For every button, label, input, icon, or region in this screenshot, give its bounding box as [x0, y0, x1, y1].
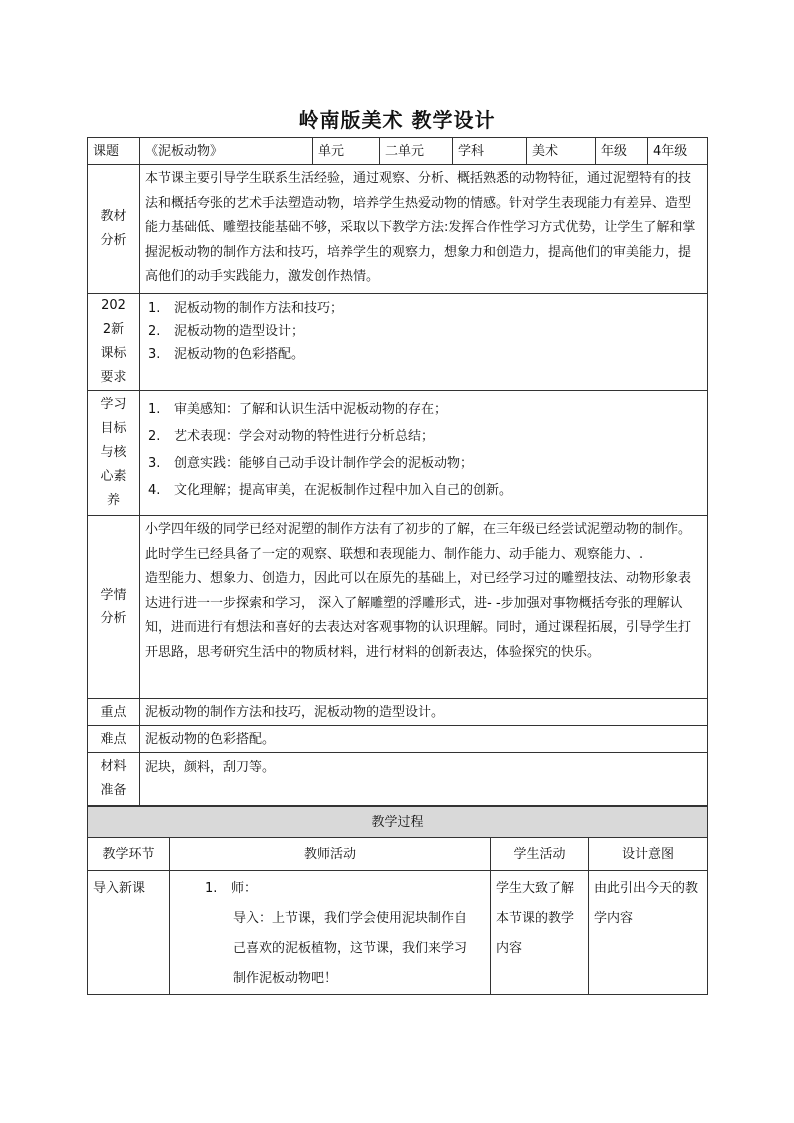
analysis-label-text: 教材分析 [100, 209, 127, 248]
item-number: 4. [148, 483, 161, 498]
list-item [148, 396, 702, 423]
list-item [148, 320, 702, 343]
goals-list [140, 391, 708, 516]
learner-label-text: 学情分析 [100, 588, 127, 626]
item-number: 1. [148, 402, 161, 417]
topic-value: 《泥板动物》 [140, 138, 313, 165]
col-header-stage: 教学环节 [88, 838, 170, 871]
item-number: 3. [148, 456, 161, 471]
intent-cell: 由此引出今天的教学内容 [589, 871, 708, 995]
standards-list [140, 294, 708, 391]
key-label: 重点 [88, 699, 140, 726]
process-section-row [88, 807, 708, 838]
item-text: 泥板动物的色彩搭配。 [174, 347, 305, 362]
table-row [88, 871, 708, 995]
page-title: 岭南版美术 教学设计 [298, 108, 496, 132]
goals-label [88, 391, 140, 516]
item-number: 3. [148, 347, 161, 362]
col-header-intent: 设计意图 [589, 838, 708, 871]
list-item [148, 477, 702, 504]
difficulty-text: 泥板动物的色彩搭配。 [140, 726, 708, 753]
process-header-row [88, 838, 708, 871]
grade-label: 年级 [596, 138, 648, 165]
item-text: 创意实践：能够自己动手设计制作学会的泥板动物； [174, 456, 474, 471]
item-number: 1. [148, 301, 161, 316]
teacher-line: 制作泥板动物吧！ [233, 971, 338, 986]
learner-para-2: 造型能力、想象力、创造力，因此可以在原先的基础上，对已经学习过的雕塑技法、动物形象表达进行进一一步探索和学习， 深入了解雕塑的浮雕形式，进- -步加强对事物概括夸张的理解认知，进而进行有想法和喜好的去表达对客观事物的认识理解。同时，通过课程拓展，引导学生打开思路，思考研究生活中的物质材料，进行材料的创新表达，体验探究的快乐。 [145, 571, 692, 660]
student-cell: 学生大致了解本节课的教学内容 [491, 871, 589, 995]
materials-label-text: 材料准备 [100, 759, 127, 798]
grade-value: 4年级 [648, 138, 708, 165]
list-item [148, 343, 702, 366]
goals-label-text: 学习目标与核心素养 [100, 397, 127, 508]
difficulty-label: 难点 [88, 726, 140, 753]
item-number: 1. [205, 881, 218, 896]
subject-value: 美术 [527, 138, 596, 165]
stage-cell: 导入新课 [88, 871, 170, 995]
analysis-text: 本节课主要引导学生联系生活经验，通过观察、分析、概括熟悉的动物特征，通过泥塑特有的技法和概括夸张的艺术手法塑造动物，培养学生热爱动物的情感。针对学生表现能力有差异、造型能力基础低、雕塑技能基础不够，采取以下教学方法:发挥合作性学习方式优势，让学生了解和掌握泥板动物的制作方法和技巧，培养学生的观察力，想象力和创造力，提高他们的审美能力，提高他们的动手实践能力，激发创作热情。 [140, 165, 708, 294]
standards-row [88, 294, 708, 391]
col-header-teacher: 教师活动 [170, 838, 491, 871]
topic-label: 课题 [88, 138, 140, 165]
materials-text: 泥块，颜料，刮刀等。 [140, 753, 708, 806]
teacher-line: 导入：上节课，我们学会使用泥块制作自 [233, 911, 468, 926]
learner-label [88, 516, 140, 699]
list-item [148, 297, 702, 320]
teacher-head: 师： [231, 881, 258, 896]
analysis-row [88, 165, 708, 294]
item-text: 泥板动物的造型设计； [174, 324, 305, 339]
item-text: 文化理解；提高审美，在泥板制作过程中加入自己的创新。 [174, 483, 513, 498]
process-section-title: 教学过程 [88, 807, 708, 838]
info-row [88, 138, 708, 165]
materials-row [88, 753, 708, 806]
info-table [87, 137, 708, 806]
key-text: 泥板动物的制作方法和技巧，泥板动物的造型设计。 [140, 699, 708, 726]
item-text: 泥板动物的制作方法和技巧； [174, 301, 344, 316]
learner-row [88, 516, 708, 699]
learner-para-1: 小学四年级的同学已经对泥塑的制作方法有了初步的了解，在三年级已经尝试泥塑动物的制作。此时学生已经具备了一定的观察、联想和表现能力、制作能力、动手能力、观察能力、. [145, 522, 692, 562]
learner-text [140, 516, 708, 699]
teacher-head-line [175, 874, 485, 904]
list-item [148, 423, 702, 450]
standards-label [88, 294, 140, 391]
standards-label-text: 2022新课标要求 [100, 298, 127, 385]
item-text: 艺术表现：学会对动物的特性进行分析总结； [174, 429, 435, 444]
unit-label: 单元 [313, 138, 380, 165]
item-text: 审美感知：了解和认识生活中泥板动物的存在； [174, 402, 448, 417]
item-number: 2. [148, 324, 161, 339]
list-item [148, 450, 702, 477]
process-table [87, 806, 708, 995]
analysis-label [88, 165, 140, 294]
teacher-cell [170, 871, 491, 995]
teacher-line: 己喜欢的泥板植物，这节课，我们来学习 [233, 941, 468, 956]
item-number: 2. [148, 429, 161, 444]
subject-label: 学科 [453, 138, 527, 165]
difficulty-row [88, 726, 708, 753]
materials-label [88, 753, 140, 806]
col-header-student: 学生活动 [491, 838, 589, 871]
key-row [88, 699, 708, 726]
unit-value: 二单元 [380, 138, 453, 165]
goals-row [88, 391, 708, 516]
